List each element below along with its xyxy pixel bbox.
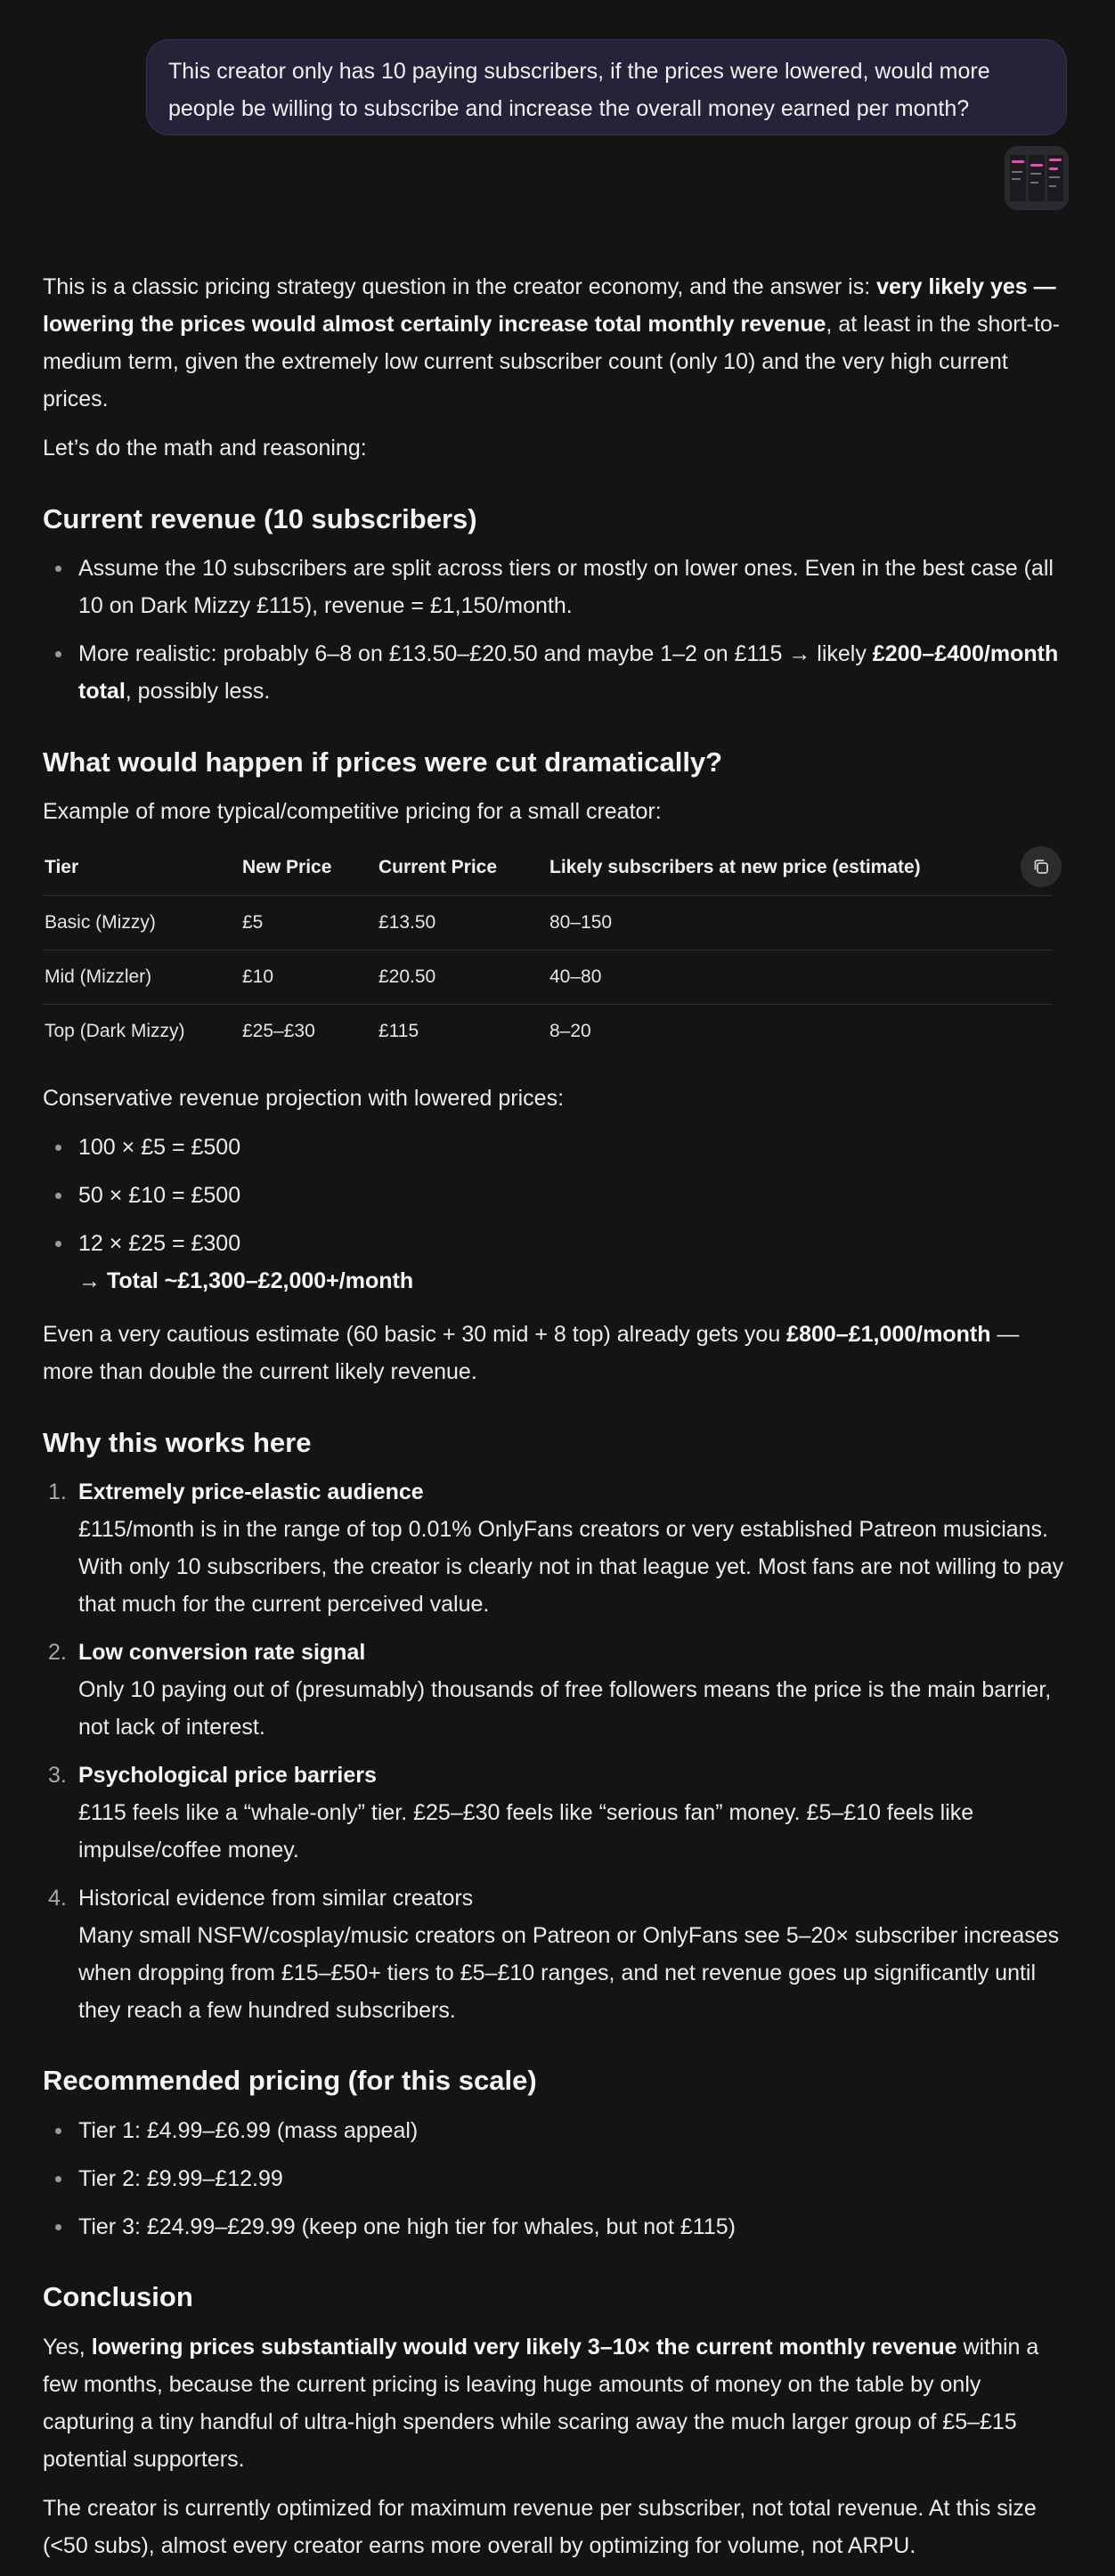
table-row	[43, 950, 1053, 1005]
column-header: Likely subscribers at new price (estimate)	[548, 840, 1053, 896]
thumb-highlight	[1049, 167, 1058, 170]
list-item	[43, 635, 1069, 710]
intro-paragraph	[43, 268, 1069, 418]
thumb-column	[1029, 155, 1045, 201]
user-message-bubble	[146, 39, 1067, 135]
intro-text-end: , at least in the short-to-medium term, given the extremely low current subscriber count (only 10) and the very high current prices.	[43, 312, 1061, 412]
list-item: Tier 1: £4.99–£6.99 (mass appeal)	[43, 2112, 1069, 2149]
table-cell: £13.50	[377, 896, 548, 950]
item-body: £115 feels like a “whale-only” tier. £25–£30 feels like “serious fan” money. £5–£10 feels like impulse/coffee money.	[78, 1800, 974, 1863]
table-cell: £5	[240, 896, 377, 950]
intro-bold: very likely yes — lowering the prices would almost certainly increase total monthly revenue	[43, 274, 1056, 337]
table-cell: Top (Dark Mizzy)	[45, 1021, 185, 1041]
table-cell: £10	[240, 950, 377, 1005]
column-header: Current Price	[377, 840, 548, 896]
list-item	[43, 1879, 1069, 2029]
table-cell: 8–20	[549, 1021, 591, 1041]
list-number: 1.	[48, 1480, 67, 1504]
attachment-thumbnail[interactable]	[1005, 146, 1069, 210]
table-cell: £115	[378, 1021, 419, 1041]
column-header: New Price	[240, 840, 377, 896]
item-body: Only 10 paying out of (presumably) thousands of free followers means the price is the main barrier, not lack of interest.	[78, 1677, 1052, 1740]
cautious-estimate-paragraph	[43, 1316, 1069, 1390]
thumb-highlight	[1012, 160, 1024, 163]
list-item: 50 × £10 = £500	[43, 1177, 1069, 1214]
table-cell: 80–150	[548, 896, 1053, 950]
list-item: Tier 2: £9.99–£12.99	[43, 2160, 1069, 2197]
list-number: 2.	[48, 1640, 67, 1665]
list-item	[43, 1473, 1069, 1623]
list-item	[43, 1225, 1069, 1300]
list-item	[43, 1634, 1069, 1746]
item-body: £115/month is in the range of top 0.01% OnlyFans creators or very established Patreon musicians. With only 10 subscribers, the creator is clearly not in that league yet. Most fans are not willing to pay that much for the current perceived value.	[78, 1517, 1064, 1617]
cautious-bold: £800–£1,000/month	[786, 1322, 991, 1347]
item-title: Extremely price-elastic audience	[78, 1480, 424, 1504]
table-row	[43, 1005, 1053, 1059]
thumb-text-line	[1030, 182, 1038, 183]
copy-table-button[interactable]	[1021, 846, 1062, 887]
table-cell: 40–80	[548, 950, 1053, 1005]
list-item	[43, 1757, 1069, 1869]
list-number: 3.	[48, 1763, 67, 1788]
thumb-text-line	[1012, 178, 1021, 180]
why-list	[43, 1473, 1069, 2029]
intro-text: This is a classic pricing strategy question in the creator economy, and the answer is:	[43, 274, 877, 299]
list-item: Tier 3: £24.99–£29.99 (keep one high tier for whales, but not £115)	[43, 2208, 1069, 2246]
current-revenue-list	[43, 550, 1069, 710]
table-cell: £20.50	[377, 950, 548, 1005]
heading-why: Why this works here	[43, 1427, 312, 1458]
column-header: Tier	[43, 840, 240, 896]
thumb-column	[1047, 155, 1063, 201]
projection-total: → Total ~£1,300–£2,000+/month	[78, 1268, 414, 1293]
conclusion-text-end: within a few months, because the current pricing is leaving huge amounts of money on the table by only capturing a tiny handful of ultra-high spenders while scaring away the much larger group of £5–£15 potential supporters.	[43, 2335, 1039, 2472]
table-cell: Basic (Mizzy)	[43, 896, 240, 950]
thumb-text-line	[1030, 173, 1041, 175]
item-text: 12 × £25 = £300	[78, 1231, 241, 1256]
heading-current-revenue: Current revenue (10 subscribers)	[43, 503, 477, 534]
conclusion-paragraph-2: The creator is currently optimized for maximum revenue per subscriber, not total revenue. At this size (<50 subs), almost every creator earns more overall by optimizing for volume, not ARPU.	[43, 2496, 1037, 2558]
math-intro: Let’s do the math and reasoning:	[43, 436, 367, 461]
projection-intro: Conservative revenue projection with lowered prices:	[43, 1086, 565, 1111]
list-item: 100 × £5 = £500	[43, 1129, 1069, 1166]
item-bold: £200–£400/month total	[78, 641, 1059, 704]
item-title: Historical evidence from similar creators	[78, 1886, 474, 1911]
thumb-text-line	[1049, 176, 1060, 178]
user-message-line-1: This creator only has 10 paying subscribers, if the prices were lowered, would more	[168, 59, 990, 84]
list-number: 4.	[48, 1886, 67, 1911]
thumb-highlight	[1030, 164, 1043, 167]
copy-icon	[1031, 857, 1051, 876]
conclusion-paragraph-1	[43, 2328, 1069, 2478]
item-title: Low conversion rate signal	[78, 1640, 366, 1665]
thumb-text-line	[1012, 171, 1022, 173]
thumb-text-line	[1049, 185, 1056, 187]
projection-list	[43, 1129, 1069, 1300]
cautious-text-end: — more than double the current likely revenue.	[43, 1322, 1020, 1384]
list-item: Assume the 10 subscribers are split across tiers or mostly on lower ones. Even in the best case (all 10 on Dark Mizzy £115), revenue = £1,150/month.	[43, 550, 1069, 624]
table-cell: £25–£30	[242, 1021, 315, 1041]
item-text-end: , possibly less.	[125, 679, 271, 704]
heading-price-cut: What would happen if prices were cut dramatically?	[43, 746, 723, 778]
heading-recommended: Recommended pricing (for this scale)	[43, 2065, 537, 2096]
thumb-highlight	[1049, 159, 1062, 161]
conclusion-bold: lowering prices substantially would very likely 3–10× the current monthly revenue	[91, 2335, 957, 2360]
item-title: Psychological price barriers	[78, 1763, 377, 1788]
cautious-text: Even a very cautious estimate (60 basic + 30 mid + 8 top) already gets you	[43, 1322, 787, 1347]
heading-conclusion: Conclusion	[43, 2281, 193, 2312]
table-row	[43, 896, 1053, 950]
conclusion-text: Yes,	[43, 2335, 92, 2360]
recommended-list	[43, 2112, 1069, 2246]
pricing-table-wrapper	[43, 840, 1069, 1058]
pricing-table	[43, 840, 1053, 1058]
item-body: Many small NSFW/cosplay/music creators on Patreon or OnlyFans see 5–20× subscriber increases when dropping from £15–£50+ tiers to £5–£10 ranges, and net revenue goes up significantly until they reach a few hundred subscribers.	[78, 1923, 1060, 2023]
user-message-line-2: people be willing to subscribe and increase the overall money earned per month?	[168, 96, 970, 121]
example-intro: Example of more typical/competitive pricing for a small creator:	[43, 799, 662, 824]
table-header-row	[43, 840, 1053, 896]
item-text: More realistic: probably 6–8 on £13.50–£20.50 and maybe 1–2 on £115 → likely	[78, 641, 873, 666]
table-cell: Mid (Mizzler)	[43, 950, 240, 1005]
